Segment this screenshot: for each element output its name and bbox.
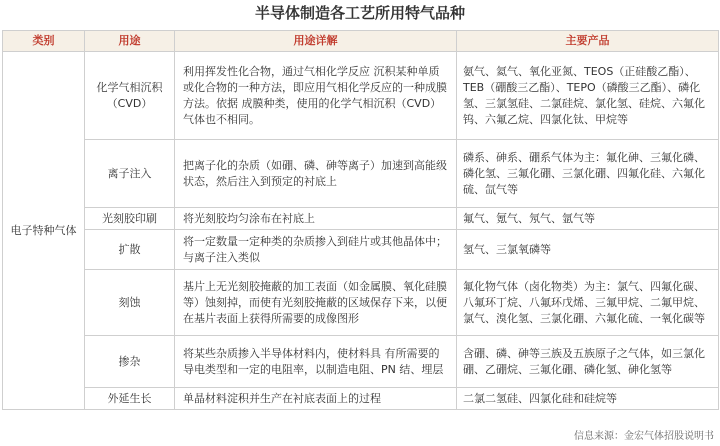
category-cell: 电子特种气体 — [3, 52, 85, 410]
products-cell: 氟化物气体（卤化物类）为主：氯气、四氟化碳、八氟环丁烷、八氟环戊烯、三氟甲烷、二氟甲烷、氯气、溴化氢、三氯化硼、六氟化硫、一氧化碳等 — [457, 270, 719, 336]
use-cell: 刻蚀 — [85, 270, 175, 336]
products-cell: 氨气、氦气、氧化亚氮、TEOS（正硅酸乙酯）、TEB（硼酸三乙酯）、TEPO（磷酸三乙酯）、磷化氢、三氯氢硅、二氯硅烷、氯化氢、硅烷、六氟化钨、六氟乙烷、四氯化钛、甲烷等 — [457, 52, 719, 140]
detail-cell: 基片上无光刻胶掩蔽的加工表面（如金属膜、氧化硅膜等）蚀刻掉，而使有光刻胶掩蔽的区域保存下来，以便在基片表面上获得所需要的成像图形 — [175, 270, 457, 336]
detail-cell: 将某些杂质掺入半导体材料内，使材料具 有所需要的导电类型和一定的电阻率，以制造电阻、PN 结、埋层 — [175, 336, 457, 388]
detail-cell: 把离子化的杂质（如硼、磷、砷等离子）加速到高能级状态，然后注入到预定的衬底上 — [175, 140, 457, 208]
source-note: 信息来源：金宏气体招股说明书 — [574, 431, 714, 442]
products-cell: 氟气、氪气、氖气、氩气等 — [457, 208, 719, 230]
detail-cell: 单晶材料淀积并生产在衬底表面上的过程 — [175, 388, 457, 410]
products-cell: 氢气、三氯氧磷等 — [457, 230, 719, 270]
header-detail: 用途详解 — [175, 31, 457, 52]
detail-cell: 将一定数量一定种类的杂质掺入到硅片或其他晶体中；与离子注入类似 — [175, 230, 457, 270]
header-use: 用途 — [85, 31, 175, 52]
detail-cell: 将光刻胶均匀涂布在衬底上 — [175, 208, 457, 230]
products-cell: 二氯二氢硅、四氯化硅和硅烷等 — [457, 388, 719, 410]
table-header-row — [3, 31, 719, 52]
use-cell: 化学气相沉积（CVD） — [85, 52, 175, 140]
use-cell: 掺杂 — [85, 336, 175, 388]
table-row — [3, 208, 719, 230]
products-cell: 磷系、砷系、硼系气体为主：氟化砷、三氟化磷、磷化氢、三氟化硼、三氯化硼、四氟化硅、六氟化硫、氙气等 — [457, 140, 719, 208]
use-cell: 光刻胶印刷 — [85, 208, 175, 230]
table-row — [3, 230, 719, 270]
use-cell: 离子注入 — [85, 140, 175, 208]
table-row — [3, 270, 719, 336]
table-row — [3, 140, 719, 208]
table-row — [3, 52, 719, 140]
detail-cell: 利用挥发性化合物，通过气相化学反应 沉积某种单质或化合物的一种方法，即应用气相化学反应的一种成膜方法。依据 成膜种类，使用的化学气相沉积（CVD）气体也不相同。 — [175, 52, 457, 140]
header-category: 类别 — [3, 31, 85, 52]
header-products: 主要产品 — [457, 31, 719, 52]
specialty-gas-table — [2, 30, 719, 410]
page-title: 半导体制造各工艺所用特气品种 — [254, 4, 465, 22]
table-row — [3, 388, 719, 410]
use-cell: 外延生长 — [85, 388, 175, 410]
products-cell: 含硼、磷、砷等三族及五族原子之气体，如三氯化硼、乙硼烷、三氟化硼、磷化氢、砷化氢等 — [457, 336, 719, 388]
table-row — [3, 336, 719, 388]
use-cell: 扩散 — [85, 230, 175, 270]
